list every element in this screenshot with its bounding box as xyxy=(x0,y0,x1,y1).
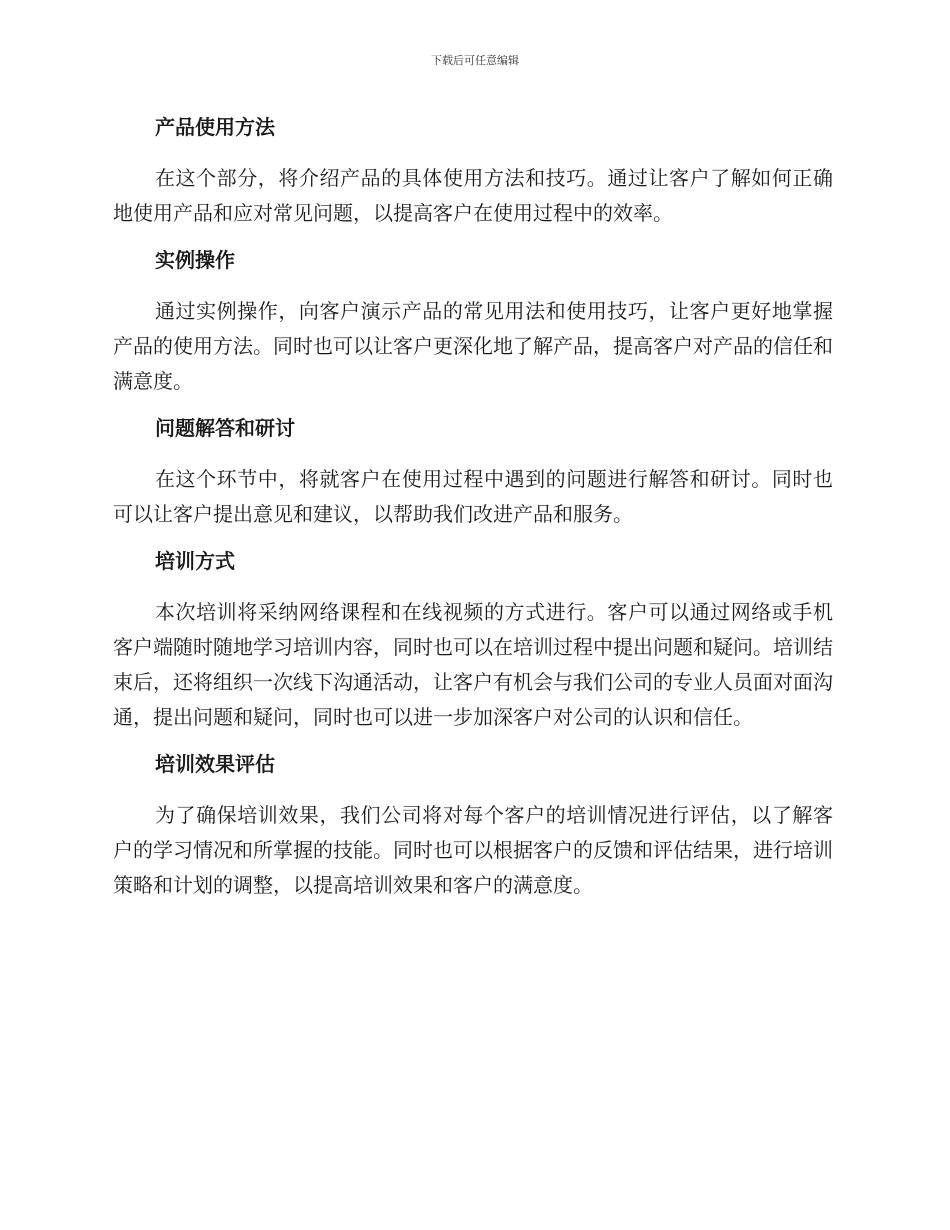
section-heading: 培训方式 xyxy=(155,549,235,573)
section-paragraph: 在这个部分，将介绍产品的具体使用方法和技巧。通过让客户了解如何正确地使用产品和应对常见问题，以提高客户在使用过程中的效率。 xyxy=(113,166,833,225)
section-example-operation xyxy=(113,243,833,399)
section-training-evaluation xyxy=(113,747,833,903)
section-paragraph: 在这个环节中，将就客户在使用过程中遇到的问题进行解答和研讨。同时也可以让客户提出意见和建议，以帮助我们改进产品和服务。 xyxy=(113,467,833,526)
page-header: 下载后可任意编辑 xyxy=(431,54,519,67)
section-heading: 问题解答和研讨 xyxy=(155,416,295,440)
section-paragraph: 通过实例操作，向客户演示产品的常见用法和使用技巧，让客户更好地掌握产品的使用方法。同时也可以让客户更深化地了解产品，提高客户对产品的信任和满意度。 xyxy=(113,299,833,393)
section-product-usage xyxy=(113,110,833,231)
section-heading: 实例操作 xyxy=(155,248,235,272)
section-paragraph: 本次培训将采纳网络课程和在线视频的方式进行。客户可以通过网络或手机客户端随时随地学习培训内容，同时也可以在培训过程中提出问题和疑问。培训结束后，还将组织一次线下沟通活动，让客户有机会与我们公司的专业人员面对面沟通，提出问题和疑问，同时也可以进一步加深客户对公司的认识和信任。 xyxy=(113,600,833,729)
section-heading: 产品使用方法 xyxy=(155,115,275,139)
section-paragraph: 为了确保培训效果，我们公司将对每个客户的培训情况进行评估，以了解客户的学习情况和所掌握的技能。同时也可以根据客户的反馈和评估结果，进行培训策略和计划的调整，以提高培训效果和客户的满意度。 xyxy=(113,803,833,897)
section-qa-discussion xyxy=(113,411,833,532)
section-heading: 培训效果评估 xyxy=(155,752,275,776)
section-training-method xyxy=(113,544,833,735)
document-content xyxy=(113,110,833,915)
